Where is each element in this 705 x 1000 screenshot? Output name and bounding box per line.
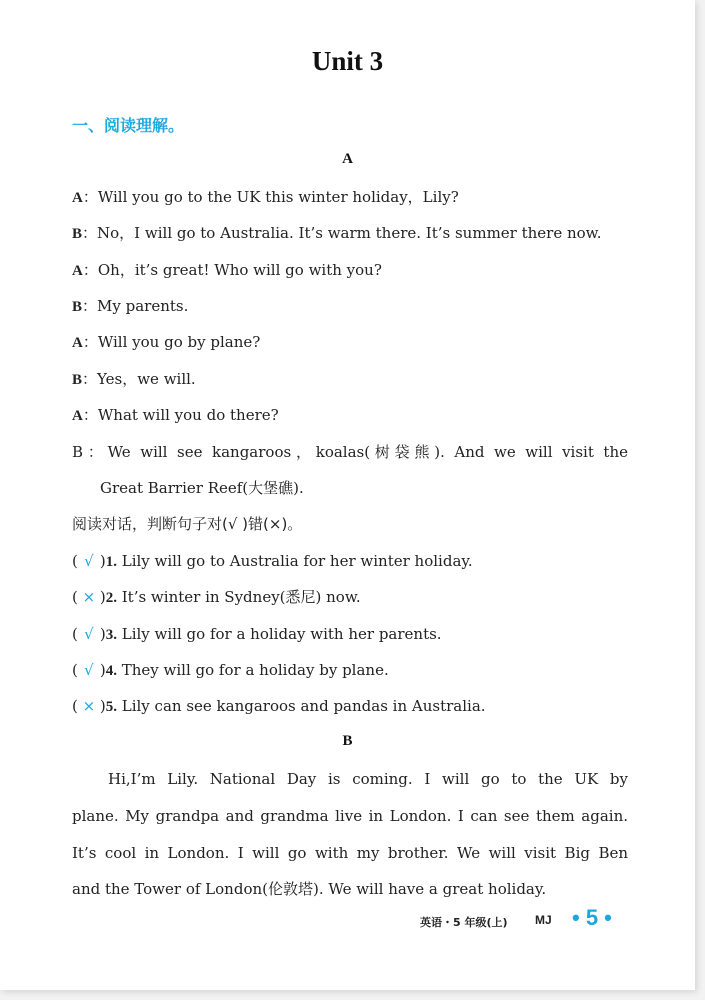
speaker: B xyxy=(72,443,84,461)
answer-mark: √ xyxy=(84,625,94,643)
speaker: A xyxy=(72,408,83,424)
dialogue-line xyxy=(72,332,628,353)
question-number: 4. xyxy=(105,663,117,679)
paren-close: ) xyxy=(99,625,106,643)
speaker-separator: ： xyxy=(82,370,98,388)
dialogue-text: Yes，we will. xyxy=(97,370,196,388)
question-text: It’s winter in Sydney(悉尼) now. xyxy=(121,588,361,606)
dialogue-text: No，I will go to Australia. It’s warm there. It’s summer there now. xyxy=(97,224,602,242)
speaker-separator: ： xyxy=(82,188,98,206)
dialogue-line xyxy=(72,442,628,462)
answer-mark: √ xyxy=(84,552,94,570)
page-number: • 5 • xyxy=(572,905,612,930)
speaker: B xyxy=(72,226,83,242)
dialogue-text: We will see kangaroos，koalas(树袋熊). And we will visit the xyxy=(107,443,628,461)
question-item xyxy=(72,587,628,608)
passage-line: Hi,I’m Lily. National Day is coming. I will go to the UK by xyxy=(108,770,628,788)
dialogue-line xyxy=(72,405,628,426)
question-text: Lily will go to Australia for her winter holiday. xyxy=(121,552,473,570)
speaker-separator: ： xyxy=(82,224,98,242)
part-a-heading: A xyxy=(342,151,353,167)
paren-close: ) xyxy=(99,588,106,606)
question-text: Lily can see kangaroos and pandas in Australia. xyxy=(121,697,486,715)
question-item xyxy=(72,660,628,681)
speaker-separator: ： xyxy=(82,406,98,424)
answer-mark: √ xyxy=(84,661,94,679)
dialogue-text: Will you go to the UK this winter holiday，Lily? xyxy=(97,188,459,206)
speaker: B xyxy=(72,372,83,388)
passage-line: and the Tower of London(伦敦塔). We will have a great holiday. xyxy=(72,880,547,898)
question-item xyxy=(72,624,628,645)
passage-line: It’s cool in London. I will go with my brother. We will visit Big Ben xyxy=(72,844,628,862)
passage-line: plane. My grandpa and grandma live in London. I can see them again. xyxy=(72,807,628,825)
paren-open: ( xyxy=(72,588,78,606)
paren-close: ) xyxy=(99,697,106,715)
paren-open: ( xyxy=(72,697,78,715)
speaker-separator: ： xyxy=(82,333,98,351)
footer-subject: 英语・5 年级(上) xyxy=(420,916,508,929)
speaker-separator: ： xyxy=(83,443,108,461)
dialogue-line xyxy=(72,296,628,317)
page-title: Unit 3 xyxy=(311,46,384,76)
dialogue-text: Oh，it’s great! Who will go with you? xyxy=(97,261,382,279)
instruction: 阅读对话，判断句子对(√ )错(×)。 xyxy=(72,515,303,533)
question-text: Lily will go for a holiday with her parents. xyxy=(121,625,442,643)
question-item xyxy=(72,696,628,717)
speaker: A xyxy=(72,335,83,351)
dialogue-continuation: Great Barrier Reef(大堡礁). xyxy=(100,479,304,497)
question-text: They will go for a holiday by plane. xyxy=(121,661,389,679)
paren-close: ) xyxy=(99,661,106,679)
paren-open: ( xyxy=(72,552,78,570)
speaker-separator: ： xyxy=(82,297,98,315)
paren-close: ) xyxy=(99,552,106,570)
question-number: 3. xyxy=(105,627,117,643)
part-b-heading: B xyxy=(342,733,353,749)
speaker: A xyxy=(72,190,83,206)
section-heading: 一、阅读理解。 xyxy=(72,116,185,135)
question-number: 2. xyxy=(105,590,117,606)
dialogue-text: Will you go by plane? xyxy=(97,333,261,351)
speaker: A xyxy=(72,263,83,279)
dialogue-text: My parents. xyxy=(97,297,189,315)
speaker: B xyxy=(72,299,83,315)
answer-mark: × xyxy=(82,697,96,715)
dialogue-text: What will you do there? xyxy=(97,406,279,424)
paren-open: ( xyxy=(72,661,78,679)
question-item xyxy=(72,551,628,572)
question-number: 5. xyxy=(105,699,117,715)
dialogue-line xyxy=(72,369,628,390)
answer-mark: × xyxy=(82,588,96,606)
dialogue-line xyxy=(72,223,628,244)
question-number: 1. xyxy=(105,554,117,570)
footer-code: MJ xyxy=(535,913,552,927)
paren-open: ( xyxy=(72,625,78,643)
dialogue-line xyxy=(72,187,628,208)
dialogue-line xyxy=(72,260,628,281)
speaker-separator: ： xyxy=(82,261,98,279)
